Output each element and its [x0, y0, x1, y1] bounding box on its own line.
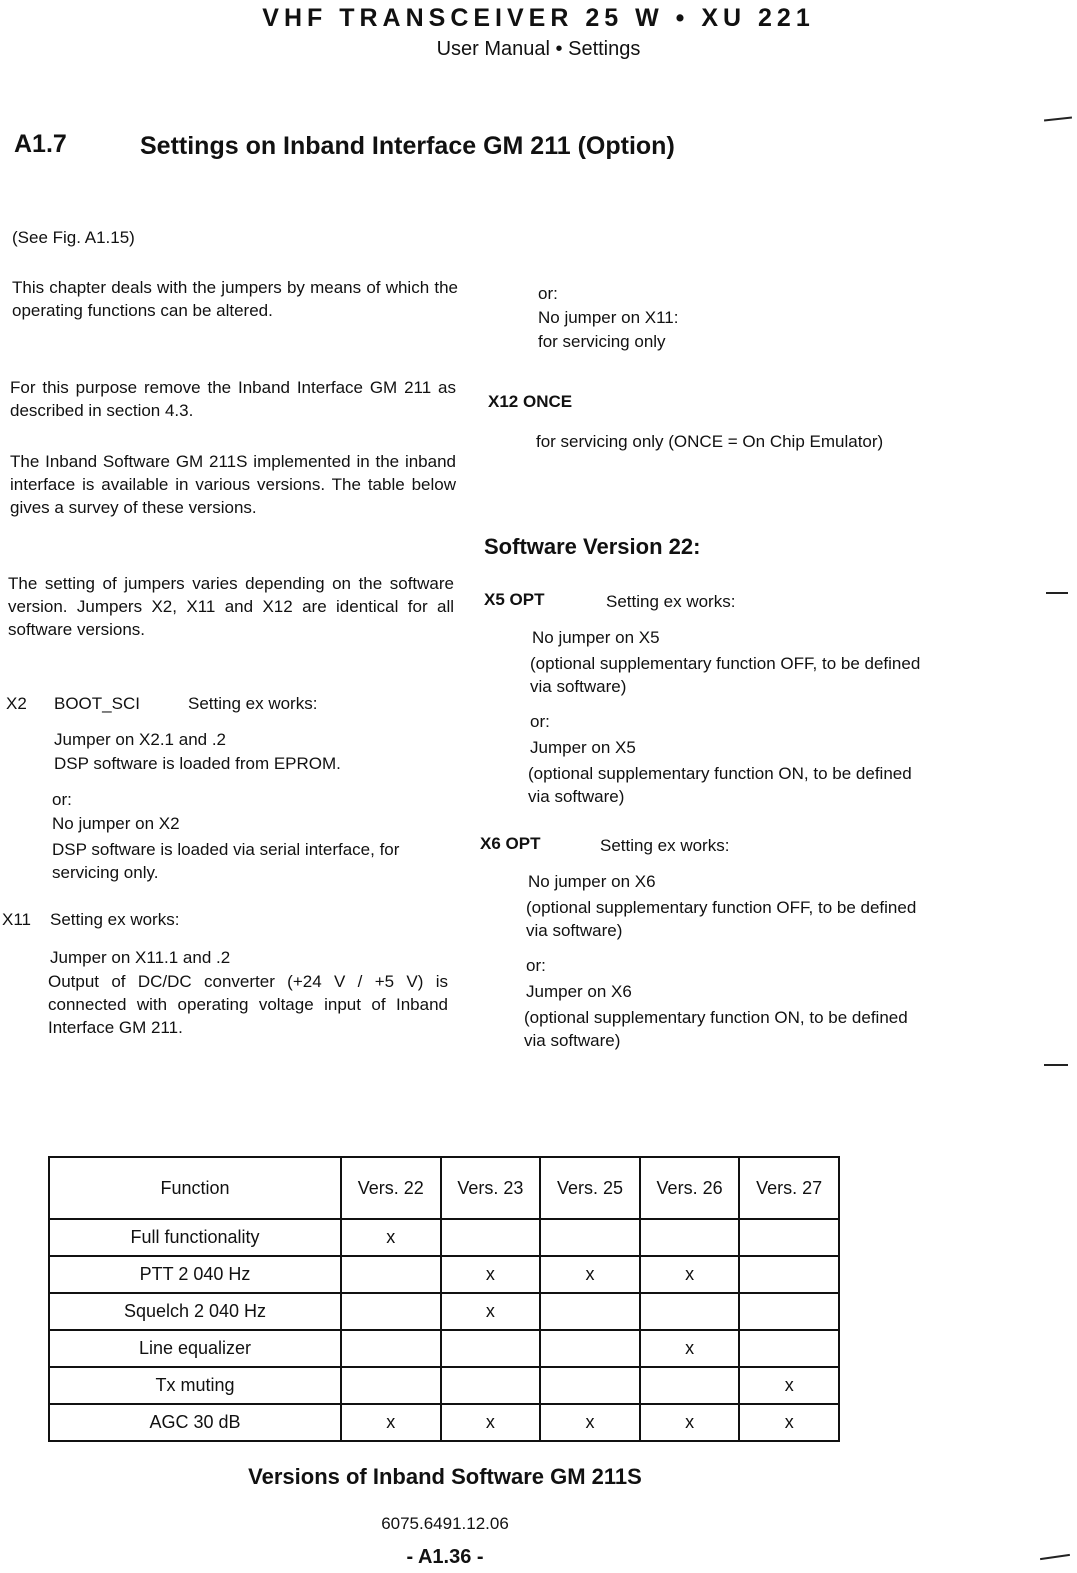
- x5-or: or:: [530, 712, 550, 731]
- scan-edge-mark: [1040, 1554, 1070, 1560]
- x2-option2-line2: DSP software is loaded via serial interface, for servicing only.: [52, 840, 400, 882]
- x5-label: X5 OPT: [484, 590, 545, 609]
- x6-option2-line1: Jumper on X6: [526, 982, 632, 1001]
- section-title: Settings on Inband Interface GM 211 (Option): [140, 132, 675, 160]
- table-cell: x: [441, 1404, 541, 1441]
- x2-option2-line1: No jumper on X2: [52, 814, 180, 833]
- table-cell: x: [739, 1404, 839, 1441]
- x6-label: X6 OPT: [480, 834, 541, 853]
- table-cell: x: [540, 1256, 640, 1293]
- x11-or: or:: [538, 284, 558, 303]
- table-cell: [739, 1219, 839, 1256]
- table-row: [49, 1367, 839, 1404]
- scan-edge-mark: [1044, 117, 1072, 122]
- table-cell: [739, 1256, 839, 1293]
- table-cell: [739, 1293, 839, 1330]
- table-header-cell: Function: [49, 1157, 341, 1219]
- table-cell: [341, 1293, 441, 1330]
- table-header-cell: Vers. 27: [739, 1157, 839, 1219]
- x6-option1-line2: (optional supplementary function OFF, to be defined via software): [526, 898, 917, 940]
- table-cell: [640, 1293, 740, 1330]
- section-number: A1.7: [14, 130, 67, 158]
- table-cell: [540, 1330, 640, 1367]
- table-row: [49, 1219, 839, 1256]
- x5-option1-line2: (optional supplementary function OFF, to be defined via software): [530, 654, 921, 696]
- table-cell: [341, 1367, 441, 1404]
- table-caption: Versions of Inband Software GM 211S: [248, 1464, 642, 1489]
- table-header-cell: Vers. 22: [341, 1157, 441, 1219]
- x2-option1-line2: DSP software is loaded from EPROM.: [54, 754, 341, 773]
- table-cell-function: Squelch 2 040 Hz: [49, 1293, 341, 1330]
- x6-option2-line2: (optional supplementary function ON, to be defined via software): [524, 1008, 908, 1050]
- software-versions-table: [48, 1156, 840, 1442]
- table-cell: x: [640, 1330, 740, 1367]
- x5-option2-line1: Jumper on X5: [530, 738, 636, 757]
- x12-text: for servicing only (ONCE = On Chip Emulator): [536, 432, 884, 451]
- table-cell-function: PTT 2 040 Hz: [49, 1256, 341, 1293]
- table-header-row: [49, 1157, 839, 1219]
- document-header-subtitle: User Manual • Settings: [436, 38, 641, 60]
- table-cell: [441, 1219, 541, 1256]
- table-cell: x: [441, 1256, 541, 1293]
- paragraph-jumpers: The setting of jumpers varies depending on the software version. Jumpers X2, X11 and X12 are identical for all software versions.: [8, 574, 454, 639]
- table-cell: [739, 1330, 839, 1367]
- table-cell: [640, 1219, 740, 1256]
- x2-name: BOOT_SCI: [54, 694, 140, 713]
- table-cell: x: [441, 1293, 541, 1330]
- x5-option1-line1: No jumper on X5: [532, 628, 660, 647]
- scan-edge-mark: [1046, 592, 1068, 594]
- table-cell: x: [739, 1367, 839, 1404]
- x6-or: or:: [526, 956, 546, 975]
- table-cell: [540, 1293, 640, 1330]
- table-cell-function: Tx muting: [49, 1367, 341, 1404]
- x11-option1-line2: Output of DC/DC converter (+24 V / +5 V) is connected with operating voltage input of Inband Interface GM 211.: [48, 972, 448, 1037]
- table-row: [49, 1404, 839, 1441]
- document-header-title: VHF TRANSCEIVER 25 W • XU 221: [262, 4, 815, 32]
- table-cell-function: AGC 30 dB: [49, 1404, 341, 1441]
- paragraph-remove: For this purpose remove the Inband Interface GM 211 as described in section 4.3.: [10, 378, 456, 420]
- x5-option2-line2: (optional supplementary function ON, to be defined via software): [528, 764, 912, 806]
- x2-option1-line1: Jumper on X2.1 and .2: [54, 730, 227, 749]
- software-version-heading: Software Version 22:: [484, 534, 701, 559]
- table-row: [49, 1256, 839, 1293]
- table-cell: x: [640, 1404, 740, 1441]
- x11-option2-line1: No jumper on X11:: [538, 308, 679, 327]
- document-number: 6075.6491.12.06: [381, 1514, 509, 1533]
- table-cell: x: [640, 1256, 740, 1293]
- table-header-cell: Vers. 25: [540, 1157, 640, 1219]
- x5-setting-label: Setting ex works:: [606, 592, 736, 611]
- table-cell-function: Line equalizer: [49, 1330, 341, 1367]
- x2-or: or:: [52, 790, 72, 809]
- table-cell: [341, 1256, 441, 1293]
- scan-edge-mark: [1044, 1064, 1068, 1066]
- table-cell: [640, 1367, 740, 1404]
- x11-setting-label: Setting ex works:: [50, 910, 180, 929]
- x2-setting-label: Setting ex works:: [188, 694, 318, 713]
- table-cell: x: [540, 1404, 640, 1441]
- table-cell: [540, 1219, 640, 1256]
- table-row: [49, 1330, 839, 1367]
- table-header-cell: Vers. 23: [441, 1157, 541, 1219]
- x2-label: X2: [6, 694, 27, 713]
- table-cell: [341, 1330, 441, 1367]
- x11-label: X11: [2, 910, 31, 929]
- table-cell: [441, 1330, 541, 1367]
- table-cell: [441, 1367, 541, 1404]
- paragraph-intro: This chapter deals with the jumpers by means of which the operating functions can be altered.: [12, 278, 458, 320]
- table-row: [49, 1293, 839, 1330]
- table-cell: x: [341, 1404, 441, 1441]
- table-cell: x: [341, 1219, 441, 1256]
- page-number: - A1.36 -: [406, 1546, 484, 1568]
- see-figure-note: (See Fig. A1.15): [12, 228, 135, 247]
- x12-label: X12 ONCE: [488, 392, 573, 411]
- table-cell: [540, 1367, 640, 1404]
- table-header-cell: Vers. 26: [640, 1157, 740, 1219]
- table-cell-function: Full functionality: [49, 1219, 341, 1256]
- x11-option1-line1: Jumper on X11.1 and .2: [50, 948, 231, 967]
- x6-option1-line1: No jumper on X6: [528, 872, 656, 891]
- paragraph-versions: The Inband Software GM 211S implemented in the inband interface is available in various versions. The table below gives a survey of these versions.: [10, 452, 456, 517]
- x6-setting-label: Setting ex works:: [600, 836, 730, 855]
- x11-option2-line2: for servicing only: [538, 332, 666, 351]
